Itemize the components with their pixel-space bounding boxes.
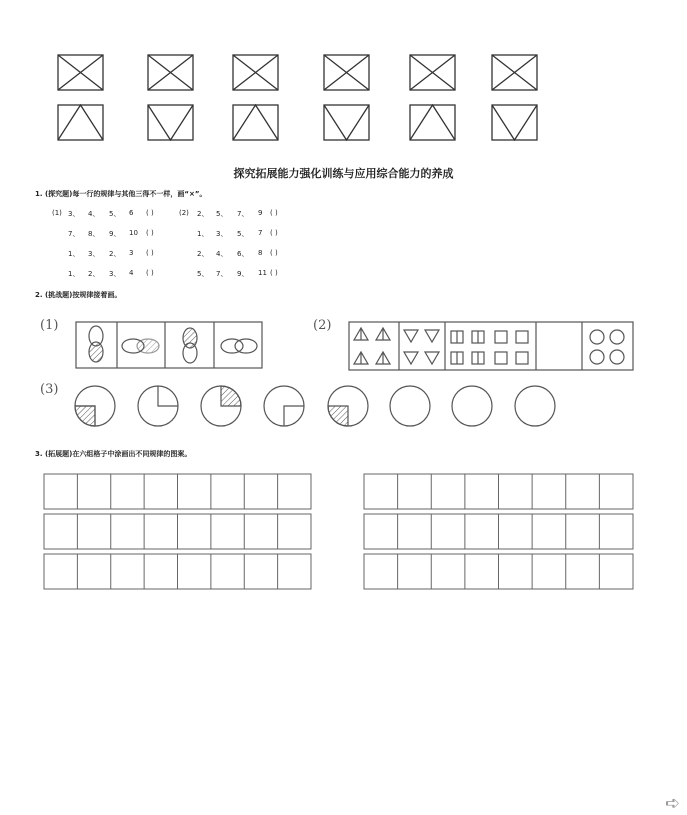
q2-label-1: (1) xyxy=(40,318,59,333)
q1-left-value: 2、 xyxy=(109,250,121,258)
next-page-arrow-icon[interactable]: ➪ xyxy=(665,793,681,814)
q1-right-value: 2、 xyxy=(197,250,209,258)
q1-right-value: 2、 xyxy=(197,210,209,218)
q1-left-value: 3、 xyxy=(68,210,80,218)
q1-right-answer-paren[interactable]: ( ) xyxy=(270,209,278,217)
q1-left-value: 1、 xyxy=(68,270,80,278)
q1-right-value: 5、 xyxy=(197,270,209,278)
q1-left-answer-paren[interactable]: ( ) xyxy=(146,249,154,257)
q1-left-answer-paren[interactable]: ( ) xyxy=(146,269,154,277)
q1-left-value: 5、 xyxy=(109,210,121,218)
q1-left-value: 4、 xyxy=(88,210,100,218)
q1-right-value: 5、 xyxy=(237,230,249,238)
q1-right-answer-paren[interactable]: ( ) xyxy=(270,269,278,277)
q1-left-value: 3、 xyxy=(88,250,100,258)
q1-left-value: 8、 xyxy=(88,230,100,238)
q1-left-answer-paren[interactable]: ( ) xyxy=(146,229,154,237)
question-3-heading: 3. (拓展题)在六组格子中涂画出不同规律的图案。 xyxy=(35,450,192,458)
page-title: 探究拓展能力强化训练与应用综合能力的养成 xyxy=(233,167,454,180)
q1-left-value: 6 xyxy=(129,209,134,217)
q1-left-answer-paren[interactable]: ( ) xyxy=(146,209,154,217)
q1-right-value: 4、 xyxy=(216,250,228,258)
q1-label-2: (2) xyxy=(179,209,189,217)
q1-right-value: 11 xyxy=(258,269,267,277)
q1-left-value: 10 xyxy=(129,229,138,237)
q1-right-value: 5、 xyxy=(216,210,228,218)
q1-right-value: 7、 xyxy=(216,270,228,278)
q1-left-value: 3 xyxy=(129,249,134,257)
q1-right-value: 7 xyxy=(258,229,263,237)
q1-right-value: 9、 xyxy=(237,270,249,278)
q1-right-value: 7、 xyxy=(237,210,249,218)
q1-right-answer-paren[interactable]: ( ) xyxy=(270,229,278,237)
q1-left-value: 3、 xyxy=(109,270,121,278)
q1-left-value: 2、 xyxy=(88,270,100,278)
q1-left-value: 9、 xyxy=(109,230,121,238)
q1-left-value: 7、 xyxy=(68,230,80,238)
q2-label-3: (3) xyxy=(40,382,59,397)
q2-label-2: (2) xyxy=(313,318,332,333)
question-1-heading: 1. (探究题)每一行的规律与其他三得不一样，画“×”。 xyxy=(35,190,207,198)
q1-right-value: 3、 xyxy=(216,230,228,238)
question-2-heading: 2. (挑战题)按规律接着画。 xyxy=(35,291,122,299)
q1-left-value: 1、 xyxy=(68,250,80,258)
q1-right-value: 6、 xyxy=(237,250,249,258)
q1-label-1: (1) xyxy=(52,209,62,217)
q1-right-value: 1、 xyxy=(197,230,209,238)
q1-right-answer-paren[interactable]: ( ) xyxy=(270,249,278,257)
q1-left-value: 4 xyxy=(129,269,134,277)
q1-right-value: 8 xyxy=(258,249,263,257)
q1-right-value: 9 xyxy=(258,209,263,217)
